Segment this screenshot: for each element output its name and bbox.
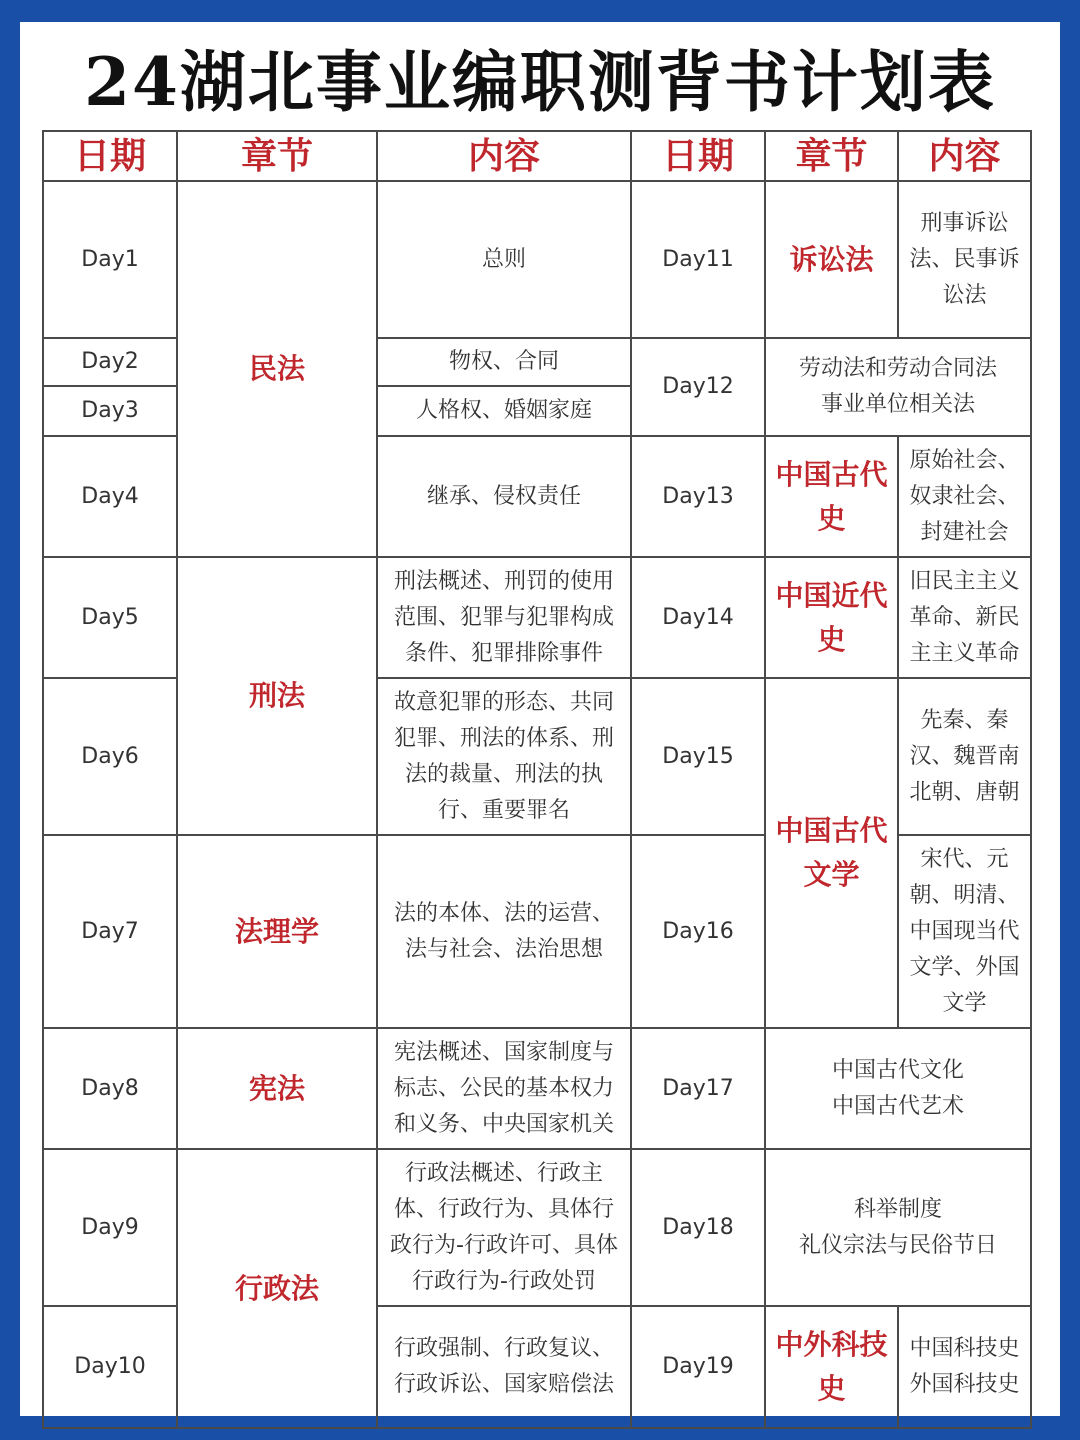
- content-cell: 行政法概述、行政主体、行政行为、具体行政行为-行政许可、具体行政行为-行政处罚: [377, 1149, 631, 1306]
- day-cell: Day6: [43, 678, 177, 835]
- content-line: 科举制度: [853, 1196, 942, 1222]
- chapter-cell-xingfa: 刑法: [177, 557, 377, 835]
- day-cell: Day7: [43, 835, 177, 1028]
- day-cell: Day16: [631, 835, 765, 1028]
- day-cell: Day10: [43, 1306, 177, 1428]
- day-cell: Day1: [43, 181, 177, 338]
- content-cell-merged: [765, 1028, 1031, 1149]
- day-cell: Day4: [43, 436, 177, 557]
- poster-title: 24湖北事业编职测背书计划表: [84, 43, 996, 121]
- content-cell: 原始社会、奴隶社会、封建社会: [898, 436, 1031, 557]
- day-cell: Day18: [631, 1149, 765, 1306]
- content-cell: 总则: [377, 181, 631, 338]
- content-line: 事业单位相关法: [820, 392, 975, 417]
- content-cell: 法的本体、法的运营、法与社会、法治思想: [377, 835, 631, 1028]
- content-cell-merged: [765, 338, 1031, 436]
- content-cell: 人格权、婚姻家庭: [377, 386, 631, 436]
- chapter-cell-jindaishi: 中国近代史: [765, 557, 898, 678]
- header-row: [43, 131, 1031, 181]
- content-line: 中国古代艺术: [831, 1093, 964, 1119]
- content-line: 中国古代文化: [831, 1057, 964, 1083]
- day-cell: Day11: [631, 181, 765, 338]
- content-cell: 旧民主主义革命、新民主主义革命: [898, 557, 1031, 678]
- header-chapter-left: 章节: [177, 131, 377, 181]
- content-cell: 行政强制、行政复议、行政诉讼、国家赔偿法: [377, 1306, 631, 1428]
- table-row: [43, 1149, 1031, 1306]
- day-cell: Day5: [43, 557, 177, 678]
- content-cell: [898, 1306, 1031, 1428]
- day-cell: Day8: [43, 1028, 177, 1149]
- chapter-cell-gudaishi: 中国古代史: [765, 436, 898, 557]
- day-cell: Day12: [631, 338, 765, 436]
- chapter-cell-susongfa: 诉讼法: [765, 181, 898, 338]
- table-row: [43, 181, 1031, 338]
- chapter-cell-xingzhengfa: 行政法: [177, 1149, 377, 1428]
- header-date-left: 日期: [43, 131, 177, 181]
- chapter-cell-falixue: 法理学: [177, 835, 377, 1028]
- table-row: [43, 1028, 1031, 1149]
- chapter-cell-xianfa: 宪法: [177, 1028, 377, 1149]
- content-cell: 故意犯罪的形态、共同犯罪、刑法的体系、刑法的裁量、刑法的执行、重要罪名: [377, 678, 631, 835]
- chapter-cell-minfa: 民法: [177, 181, 377, 557]
- content-line: 礼仪宗法与民俗节日: [798, 1232, 997, 1258]
- content-cell: 刑事诉讼法、民事诉讼法: [898, 181, 1031, 338]
- content-cell: 物权、合同: [377, 338, 631, 386]
- day-cell: Day19: [631, 1306, 765, 1428]
- content-line: 外国科技史: [909, 1372, 1020, 1397]
- day-cell: Day17: [631, 1028, 765, 1149]
- table-row: [43, 557, 1031, 678]
- day-cell: Day13: [631, 436, 765, 557]
- content-cell: 刑法概述、刑罚的使用范围、犯罪与犯罪构成条件、犯罪排除事件: [377, 557, 631, 678]
- content-cell: 宋代、元朝、明清、中国现当代文学、外国文学: [898, 835, 1031, 1028]
- day-cell: Day9: [43, 1149, 177, 1306]
- header-chapter-right: 章节: [765, 131, 898, 181]
- content-cell: 先秦、秦汉、魏晋南北朝、唐朝: [898, 678, 1031, 835]
- day-cell: Day15: [631, 678, 765, 835]
- day-cell: Day2: [43, 338, 177, 386]
- day-cell: Day14: [631, 557, 765, 678]
- day-cell: Day3: [43, 386, 177, 436]
- header-content-left: 内容: [377, 131, 631, 181]
- content-cell: 宪法概述、国家制度与标志、公民的基本权力和义务、中央国家机关: [377, 1028, 631, 1149]
- chapter-cell-gudaiwenxue: 中国古代文学: [765, 678, 898, 1028]
- chapter-cell-kejishi: 中外科技史: [765, 1306, 898, 1428]
- content-cell: 继承、侵权责任: [377, 436, 631, 557]
- header-content-right: 内容: [898, 131, 1031, 181]
- header-date-right: 日期: [631, 131, 765, 181]
- poster-frame: [20, 22, 1060, 1416]
- content-line: 中国科技史: [909, 1336, 1020, 1361]
- content-line: 劳动法和劳动合同法: [798, 356, 997, 381]
- content-cell-merged: [765, 1149, 1031, 1306]
- study-plan-table: [42, 130, 1032, 1429]
